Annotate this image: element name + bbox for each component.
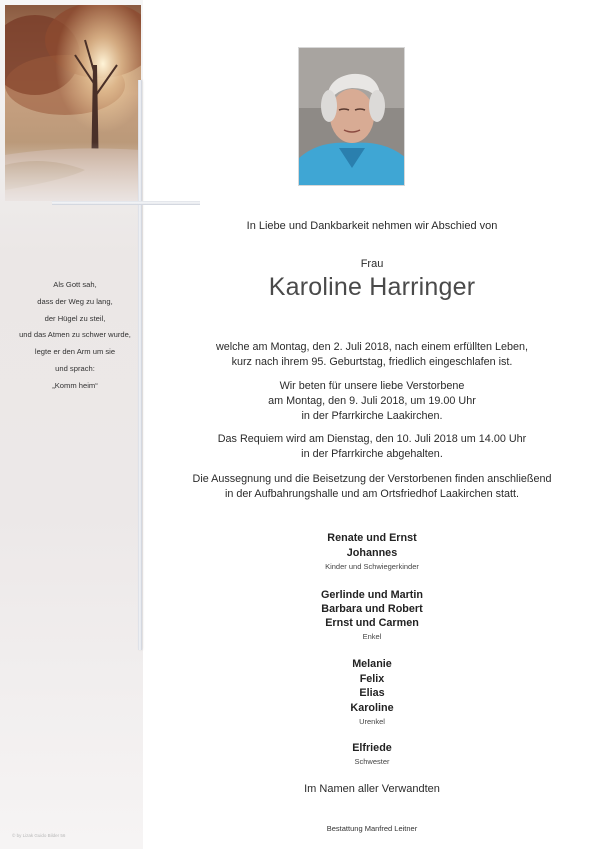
mourner-name: Elias [359, 687, 385, 699]
mourner-name: Barbara und Robert [321, 603, 423, 615]
mourner-name: Johannes [346, 547, 398, 559]
cross-horizontal-bar [52, 201, 200, 205]
paragraph-line: in der Pfarrkirche abgehalten. [301, 448, 443, 460]
paragraph-line: Das Requiem wird am Dienstag, den 10. Juli 2018 um 14.00 Uhr [217, 433, 527, 445]
mourner-role: Kinder und Schwiegerkinder [325, 562, 419, 571]
mourner-name: Felix [359, 673, 385, 685]
mourner-role: Enkel [362, 632, 382, 641]
sidebar-panel [0, 0, 143, 849]
paragraph-line: in der Pfarrkirche Laakirchen. [301, 410, 443, 422]
deceased-name: Karoline Harringer [268, 273, 476, 301]
salutation: Frau [360, 258, 384, 270]
death-notice-paragraph [144, 340, 600, 370]
closing-line: Im Namen aller Verwandten [304, 783, 440, 795]
poem-line: „Komm heim“ [52, 380, 98, 390]
paragraph-line: Wir beten für unsere liebe Verstorbene [279, 380, 465, 392]
autumn-landscape-image [5, 5, 141, 201]
paragraph-line: am Montag, den 9. Juli 2018, um 19.00 Uhr [268, 395, 476, 407]
mourner-name: Gerlinde und Martin [321, 589, 423, 601]
prayer-paragraph [144, 379, 600, 424]
funeral-home: Bestattung Manfred Leitner [326, 824, 418, 833]
poem-line: dass der Weg zu lang, [37, 296, 113, 306]
mourner-name: Karoline [350, 702, 394, 714]
requiem-paragraph [144, 432, 600, 462]
cross-vertical-bar [138, 80, 142, 650]
poem-line: legte er den Arm um sie [34, 347, 116, 357]
mourner-role: Urenkel [359, 717, 385, 726]
paragraph-line: kurz nach ihrem 95. Geburtstag, friedlich eingeschlafen ist. [231, 356, 513, 368]
mourner-name: Elfriede [352, 742, 392, 754]
poem-line: der Hügel zu steil, [44, 313, 106, 323]
paragraph-line: welche am Montag, den 2. Juli 2018, nach einem erfüllten Leben, [215, 341, 529, 353]
mourner-name: Melanie [352, 658, 392, 670]
intro-text: In Liebe und Dankbarkeit nehmen wir Abschied von [246, 220, 498, 232]
paragraph-line: in der Aufbahrungshalle und am Ortsfriedhof Laakirchen statt. [224, 488, 520, 500]
photo-credit: © by Lizak Guido Bilder 56 [12, 833, 66, 838]
portrait-photo [298, 47, 405, 186]
poem-line: und sprach: [55, 363, 95, 373]
mourner-name: Ernst und Carmen [325, 617, 419, 629]
poem [10, 277, 140, 395]
poem-line: und das Atmen zu schwer wurde, [19, 330, 131, 340]
burial-paragraph [144, 472, 600, 502]
poem-line: Als Gott sah, [53, 280, 97, 289]
mourner-role: Schwester [354, 757, 390, 766]
mourner-name: Renate und Ernst [327, 532, 417, 544]
paragraph-line: Die Aussegnung und die Beisetzung der Verstorbenen finden anschließend [192, 473, 552, 485]
